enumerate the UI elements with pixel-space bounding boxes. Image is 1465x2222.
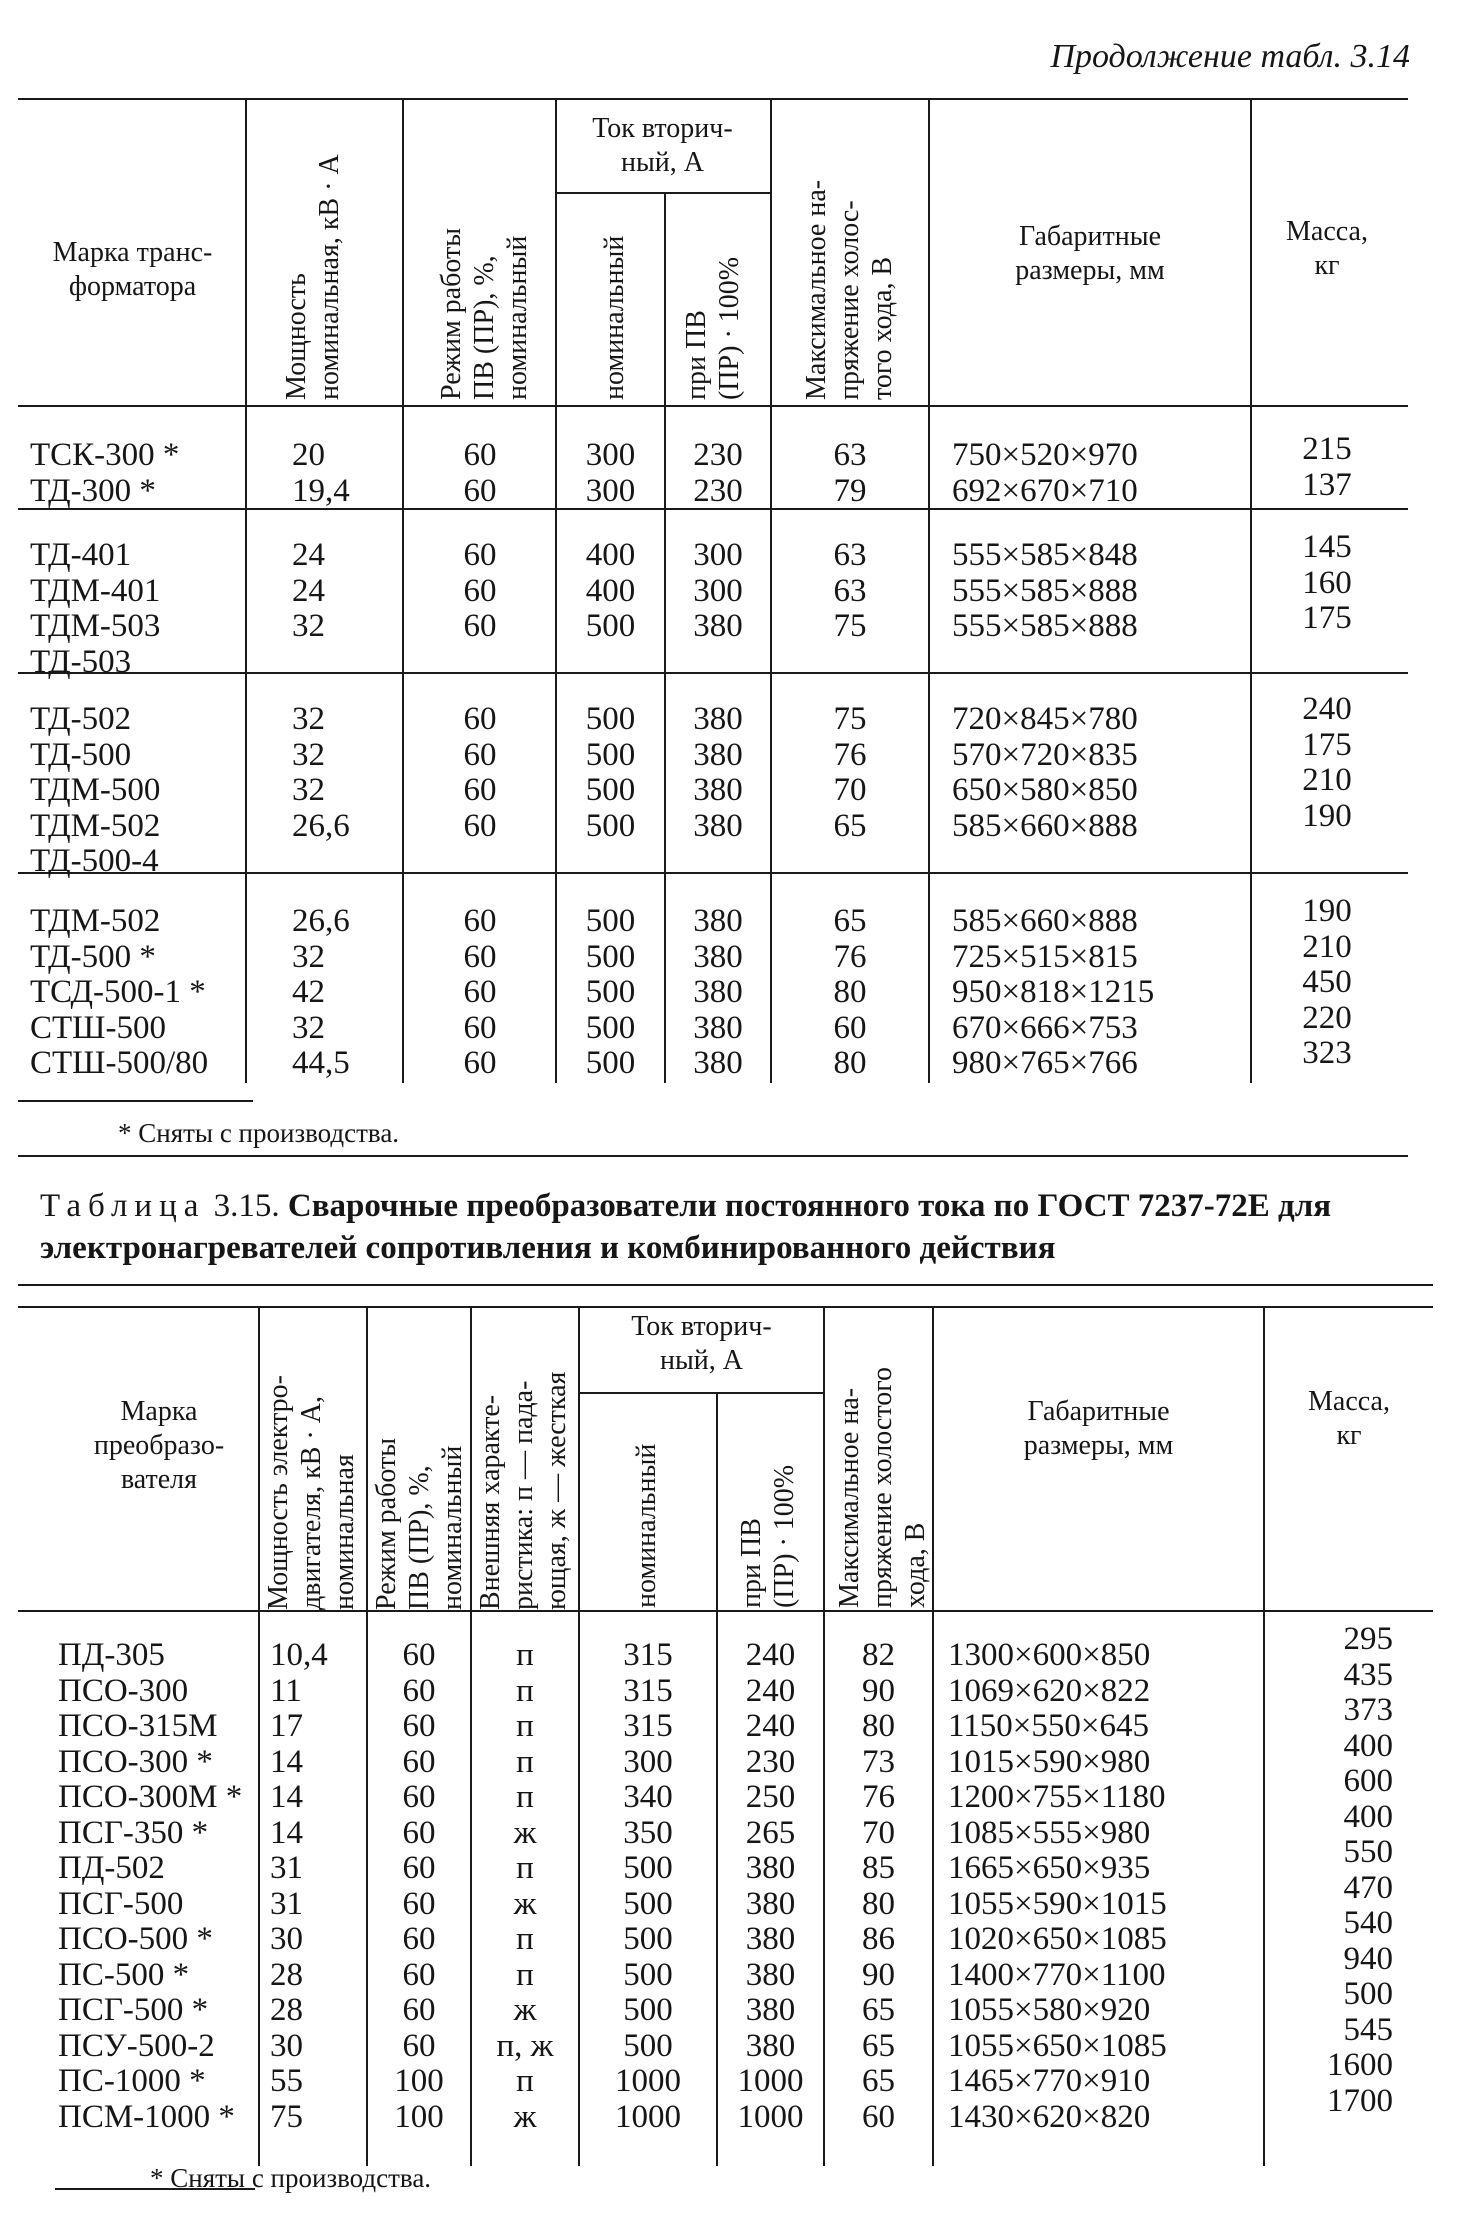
header-brand: Марка транс- форматора: [52, 237, 213, 302]
mode-cell: 60 60 60: [463, 537, 497, 644]
table-label: Таблица: [40, 1188, 206, 1224]
table-caption: [40, 1185, 1425, 1269]
header-nominal: номинальный: [631, 1443, 662, 1608]
brand-column: ПД-305 ПСО-300 ПСО-315М ПСО-300 * ПСО-300М * ПСГ-350 * ПД-502 ПСГ-500 ПСО-500 * ПС-500 * ПСГ-500 * ПСУ-500-2 ПС-1000 * ПСМ-1000 *: [58, 1637, 243, 2135]
header-power: Мощность электро- двигателя, кВ · А, номинальная: [263, 1375, 360, 1610]
mode-column: 60 60 60 60 60 60 60 60 60 60 60 60 100 100: [394, 1637, 444, 2135]
characteristic-column: п п п п п ж п ж п п ж п, ж п ж: [496, 1637, 554, 2135]
brand-cell: ТДМ-502 ТД-500 * ТСД-500-1 * СТШ-500 СТШ-500/80: [30, 903, 209, 1081]
power-cell: 20 19,4: [292, 437, 350, 509]
footnote: * Сняты с производства.: [118, 1118, 400, 1148]
brand-cell: ТСК-300 * ТД-300 *: [30, 437, 180, 509]
mode-cell: 60 60 60 60 60: [463, 903, 497, 1081]
header-nominal: номинальный: [599, 235, 630, 400]
header-voltage: Максимальное на- пряжение холостого хода, В: [834, 1367, 931, 1608]
nominal-cell: 300 300: [585, 437, 636, 509]
pv100-column: 240 240 240 230 250 265 380 380 380 380 380 380 1000 1000: [737, 1637, 804, 2135]
dims-cell: 750×520×970 692×670×710: [952, 437, 1138, 509]
header-dims: Габаритные размеры, мм: [1023, 1396, 1174, 1461]
header-voltage: Максимальное на- пряжение холос- того хода, В: [801, 179, 898, 400]
header-dims: Габаритные размеры, мм: [1015, 221, 1165, 286]
power-cell: 24 24 32: [292, 537, 325, 644]
footnote: * Сняты с производства.: [150, 2163, 432, 2193]
pv100-cell: 380 380 380 380: [693, 701, 743, 844]
voltage-cell: 63 79: [833, 437, 867, 509]
header-mode: Режим работы ПВ (ПР), %, номинальный: [436, 227, 533, 400]
power-cell: 26,6 32 42 32 44,5: [292, 903, 350, 1081]
header-current-group: Ток вторич- ный, А: [592, 113, 733, 178]
mass-cell: 215 137: [1302, 431, 1352, 503]
header-mode: Режим работы ПВ (ПР), %, номинальный: [371, 1437, 468, 1610]
header-power: Мощность номинальная, кВ · А: [281, 154, 345, 400]
voltage-cell: 75 76 70 65: [833, 701, 867, 844]
mode-cell: 60 60: [463, 437, 497, 509]
power-column: 10,4 11 17 14 14 14 31 31 30 28 28 30 55 75: [270, 1637, 328, 2135]
voltage-column: 82 90 80 73 76 70 85 80 86 90 65 65 65 60: [862, 1637, 895, 2135]
header-characteristic: Внешняя характе- ристика: п — пада- ющая, ж — жесткая: [475, 1371, 572, 1610]
header-current-group: Ток вторич- ный, А: [631, 1311, 772, 1376]
header-mass: Масса, кг: [1308, 1386, 1390, 1451]
nominal-cell: 500 500 500 500 500: [585, 903, 636, 1081]
header-mass: Масса, кг: [1286, 216, 1368, 281]
pv100-cell: 380 380 380 380 380: [693, 903, 743, 1081]
pv100-cell: 300 300 380: [693, 537, 743, 644]
nominal-column: 315 315 315 300 340 350 500 500 500 500 500 500 1000 1000: [615, 1637, 681, 2135]
continuation-label: Продолжение табл. 3.14: [1050, 38, 1410, 75]
nominal-cell: 400 400 500: [585, 537, 636, 644]
table-number: 3.15.: [213, 1188, 280, 1224]
mass-cell: 145 160 175: [1302, 529, 1352, 636]
dims-column: 1300×600×850 1069×620×822 1150×550×645 1015×590×980 1200×755×1180 1085×555×980 1665×650×935 1055×590×1015 1020×650×1085 1400×770×1100 1055×580×920 1055×650×1085 1465×770×910 1430×620×820: [948, 1637, 1167, 2135]
mass-cell: 190 210 450 220 323: [1302, 893, 1352, 1071]
mass-column: 295 435 373 400 600 400 550 470 540 940 500 545 1600 1700: [1327, 1621, 1393, 2119]
pv100-cell: 230 230: [693, 437, 743, 509]
power-cell: 32 32 32 26,6: [292, 701, 350, 844]
header-pv100: при ПВ (ПР) · 100%: [736, 1464, 800, 1608]
header-brand: Марка преобразо- вателя: [93, 1396, 225, 1495]
mass-cell: 240 175 210 190: [1302, 691, 1352, 834]
brand-cell: ТД-401 ТДМ-401 ТДМ-503 ТД-503: [30, 537, 161, 680]
table-title: Сварочные преобразователи постоянного тока по ГОСТ 7237-72Е для электронагревателей сопротивления и комбинированного действия: [40, 1188, 1332, 1266]
nominal-cell: 500 500 500 500: [585, 701, 636, 844]
dims-cell: 720×845×780 570×720×835 650×580×850 585×660×888: [952, 701, 1138, 844]
voltage-cell: 65 76 80 60 80: [833, 903, 867, 1081]
mode-cell: 60 60 60 60: [463, 701, 497, 844]
brand-cell: ТД-502 ТД-500 ТДМ-500 ТДМ-502 ТД-500-4: [30, 701, 161, 879]
dims-cell: 585×660×888 725×515×815 950×818×1215 670×666×753 980×765×766: [952, 903, 1155, 1081]
voltage-cell: 63 63 75: [833, 537, 867, 644]
dims-cell: 555×585×848 555×585×888 555×585×888: [952, 537, 1138, 644]
header-pv100: при ПВ (ПР) · 100%: [681, 256, 745, 400]
